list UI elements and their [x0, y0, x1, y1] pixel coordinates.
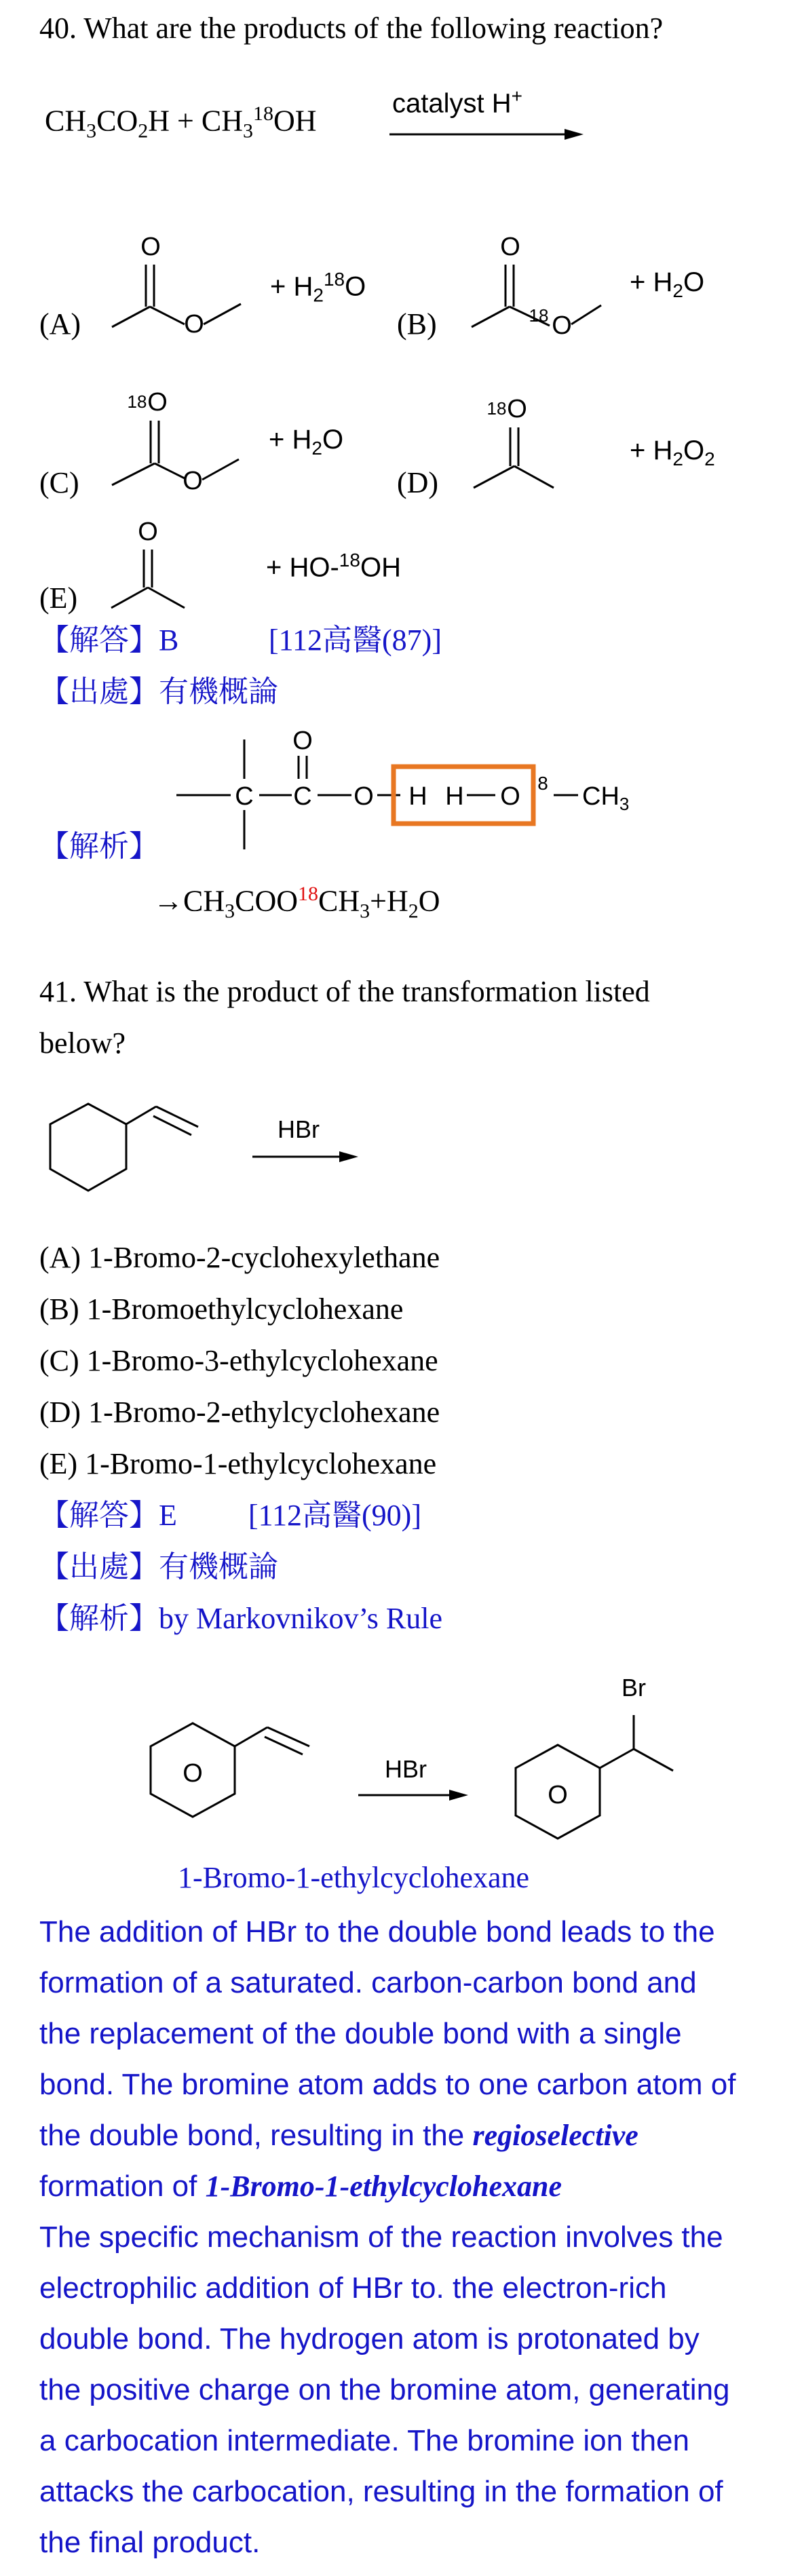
methyl-label: $CH_3$ — [582, 782, 630, 814]
isotope-label: 18 — [127, 391, 147, 412]
explanation-line: a carbocation intermediate. The bromine ion then — [39, 2424, 689, 2457]
oxygen-label: O — [140, 233, 161, 261]
hydrogen-label: H — [408, 782, 427, 811]
q40-answer: 【解答】B — [39, 623, 179, 657]
q40-option-d-product: + $H_2O_2$ — [630, 436, 715, 469]
isotope-label: 8 — [537, 773, 548, 794]
q40-option-a-product: + $H_2^{18}O$ — [270, 269, 366, 306]
oxygen-label: O — [500, 782, 520, 811]
q40-answer-ref: [112高醫(87)] — [269, 623, 442, 657]
oxygen-label: O — [184, 310, 204, 339]
explanation-line: the double bond, resulting in the regioselective — [39, 2119, 638, 2152]
ring-label: O — [548, 1781, 568, 1809]
q41-reaction-scheme — [41, 1096, 380, 1225]
oxygen-label: O — [292, 727, 313, 755]
explanation-line: double bond. The hydrogen atom is protonated by — [39, 2322, 700, 2356]
q41-option-a: (A) 1-Bromo-2-cyclohexylethane — [39, 1241, 440, 1274]
q40-catalyst: catalyst H+ — [392, 85, 522, 119]
q40-analysis-tag: 【解析】 — [39, 830, 159, 863]
carbon-label: C — [235, 782, 254, 811]
q41-analysis: 【解析】by Markovnikov’s Rule — [39, 1602, 442, 1635]
ring-label: O — [183, 1759, 203, 1788]
q41-source: 【出處】有機概論 — [39, 1550, 278, 1583]
explanation-line: formation of a saturated. carbon-carbon bond and — [39, 1966, 697, 1999]
q40-option-a-structure — [109, 231, 244, 339]
q40-result: $\to CH_3COO^{18}CH_3+H_2O$ — [153, 883, 440, 923]
explanation-line: the positive charge on the bromine atom, generating — [39, 2373, 730, 2406]
reagent-label: HBr — [385, 1755, 427, 1783]
oxygen-label: O — [183, 467, 203, 495]
isotope-label: 18 — [486, 398, 507, 419]
q41-option-e: (E) 1-Bromo-1-ethylcyclohexane — [39, 1447, 437, 1480]
explanation-line: The addition of HBr to the double bond leads to the — [39, 1915, 715, 1948]
q41-question-line2: below? — [39, 1026, 126, 1060]
explanation-line: The specific mechanism of the reaction involves the — [39, 2221, 723, 2254]
q40-option-d-structure — [468, 390, 577, 492]
oxygen-label: O — [500, 233, 520, 261]
q40-option-c-structure — [109, 383, 244, 495]
explanation-line: attacks the carbocation, resulting in the formation of — [39, 2475, 723, 2508]
oxygen-label: O — [354, 782, 374, 811]
q41-question-line1: 41. What is the product of the transformation listed — [39, 975, 650, 1008]
q40-reactants: $CH_3CO_2H + CH_3^{18}OH$ — [45, 102, 317, 142]
q40-option-d-label: (D) — [397, 466, 439, 499]
q40-option-b-product: + $H_2O$ — [630, 267, 705, 301]
q40-question: 40. What are the products of the following reaction? — [39, 12, 664, 45]
explanation-line: bond. The bromine atom adds to one carbon atom of — [39, 2068, 736, 2101]
isotope-label: 18 — [529, 305, 549, 326]
bromine-label: Br — [622, 1674, 646, 1702]
q40-reaction-arrow — [387, 129, 590, 142]
hydrogen-label: H — [445, 782, 464, 811]
q40-option-e-structure — [109, 516, 217, 611]
q41-answer: 【解答】E — [39, 1499, 177, 1532]
oxygen-label: O — [138, 518, 158, 546]
q40-mechanism — [176, 726, 651, 862]
carbon-label: C — [293, 782, 312, 811]
q41-product-name: 1-Bromo-1-ethylcyclohexane — [178, 1861, 530, 1894]
q41-mechanism-scheme — [142, 1669, 712, 1845]
q40-option-b-structure — [468, 231, 604, 339]
q40-option-e-product: + HO-$^{18}$OH — [266, 550, 401, 583]
reagent-label: HBr — [278, 1115, 320, 1143]
oxygen-label: O — [507, 395, 527, 423]
q40-option-a-label: (A) — [39, 307, 81, 341]
oxygen-label: O — [552, 311, 572, 340]
q41-option-b: (B) 1-Bromoethylcyclohexane — [39, 1292, 404, 1326]
q40-option-b-label: (B) — [397, 307, 437, 341]
q40-source: 【出處】有機概論 — [39, 675, 278, 708]
q41-option-c: (C) 1-Bromo-3-ethylcyclohexane — [39, 1344, 438, 1377]
q40-option-e-label: (E) — [39, 581, 78, 615]
q41-option-d: (D) 1-Bromo-2-ethylcyclohexane — [39, 1396, 440, 1429]
cyclohexane-ring — [50, 1104, 126, 1191]
explanation-line: electrophilic addition of HBr to. the electron-rich — [39, 2271, 667, 2305]
explanation-line: the final product. — [39, 2526, 261, 2559]
explanation-line: the replacement of the double bond with a single — [39, 2017, 682, 2050]
q41-answer-ref: [112高醫(90)] — [248, 1499, 421, 1532]
q40-option-c-product: + $H_2O$ — [269, 425, 344, 459]
q41-explanation — [39, 1906, 736, 2568]
q40-option-c-label: (C) — [39, 466, 79, 499]
explanation-line: formation of 1-Bromo-1-ethylcyclohexane — [39, 2170, 562, 2203]
oxygen-label: O — [147, 388, 168, 417]
